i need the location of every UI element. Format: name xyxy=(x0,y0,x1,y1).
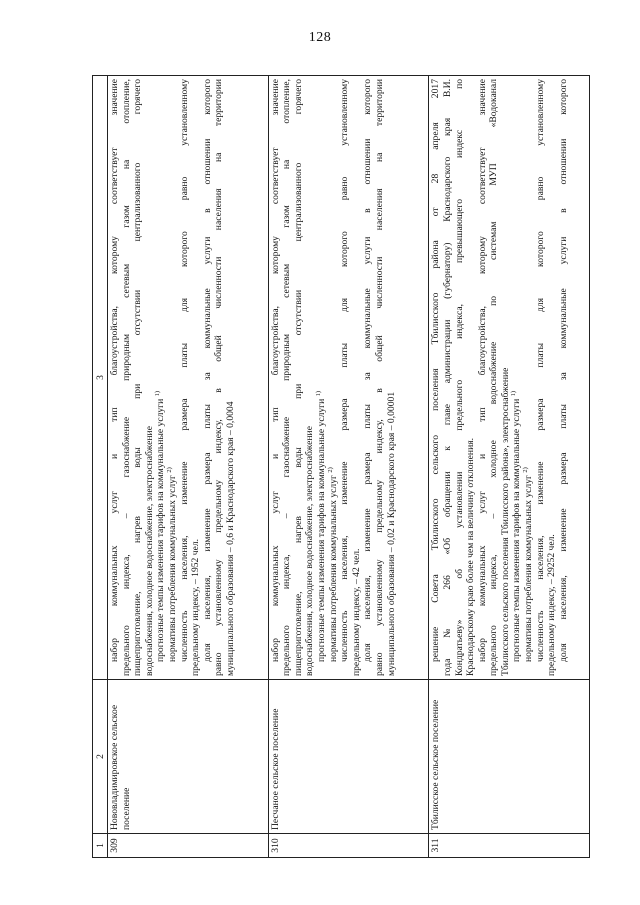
footnote-marker: 1) xyxy=(154,390,162,397)
footnote-marker: 2) xyxy=(326,467,334,473)
description-line-text: численность населения, изменение размера платы для которого равно установленному xyxy=(534,79,546,662)
regions-table xyxy=(92,75,590,858)
footnote-marker: 2) xyxy=(522,467,530,473)
description-line xyxy=(328,79,340,676)
description-line xyxy=(386,79,398,676)
description-cell xyxy=(429,76,590,680)
description-line xyxy=(374,79,386,676)
description-line-text: муниципального образования – 0,02 и Краснодарского края – 0,00001 xyxy=(385,391,397,676)
description-line xyxy=(362,79,374,676)
footnote-marker: 1) xyxy=(510,390,518,397)
footnote-marker: 1) xyxy=(315,390,323,397)
description-line xyxy=(132,79,144,676)
description-line xyxy=(155,79,167,676)
description-line xyxy=(225,79,237,676)
description-line-text: решение Совета Тбилисского сельского поселения Тбилисского района от 28 апреля 2017 xyxy=(430,79,442,662)
description-line-text: набор коммунальных услуг и тип благоустройства, которому соответствует значение xyxy=(476,79,488,662)
description-line xyxy=(202,79,214,676)
description-line-text: предельному индексу, – 29252 чел. xyxy=(546,534,558,676)
description-line-text: прогнозные темпы изменения тарифов на коммунальные услуги xyxy=(511,398,523,662)
description-line-text: пищеприготовление, нагрев воды при отсутствии централизованного горячего xyxy=(292,79,304,676)
description-line-text: доля населения, изменение размера платы за коммунальные услуги в отношении которого xyxy=(557,79,569,662)
description-line-text: муниципального образования – 0,6 и Краснодарского края – 0,0004 xyxy=(224,401,236,676)
description-line-text: численность населения, изменение размера платы для которого равно установленному xyxy=(178,79,190,662)
description-line-text: равно установленному предельному индексу, в общей численности населения на территории xyxy=(374,79,385,676)
description-line-text: Кондратьеву» об установлении предельного индекса, превышающего индекс по xyxy=(453,79,465,676)
description-line xyxy=(339,79,351,676)
table-header-row xyxy=(93,76,108,858)
description-line-text: нормативы потребления коммунальных услуг xyxy=(327,475,339,662)
description-line-text: набор коммунальных услуг и тип благоустройства, которому соответствует значение xyxy=(109,79,120,662)
description-line xyxy=(316,79,328,676)
rotated-table-container xyxy=(92,76,590,858)
description-line xyxy=(500,79,512,676)
description-line xyxy=(213,79,225,676)
description-line xyxy=(558,79,570,676)
description-line-text: численность населения, изменение размера платы для которого равно установленному xyxy=(339,79,351,662)
table-row xyxy=(268,76,429,858)
settlement-name-cell: Песчаное сельское поселение xyxy=(268,680,429,834)
description-line xyxy=(121,79,133,676)
row-number-cell: 310 xyxy=(268,834,429,858)
page-number: 128 xyxy=(308,30,332,45)
description-line xyxy=(488,79,500,676)
description-line-text: предельному индексу, – 1952 чел. xyxy=(190,538,202,676)
settlement-name-cell: Тбилисское сельское поселение xyxy=(429,680,590,834)
description-line xyxy=(270,79,282,676)
description-line xyxy=(281,79,293,676)
description-line-text: пищеприготовление, нагрев воды при отсутствии централизованного горячего xyxy=(132,79,144,676)
description-line-text: водоснабжения, холодное водоснабжение, электроснабжение xyxy=(304,426,316,676)
description-line xyxy=(167,79,179,676)
description-line xyxy=(442,79,454,676)
description-line xyxy=(351,79,363,676)
description-line xyxy=(293,79,305,676)
description-cell xyxy=(108,76,269,680)
description-line-text: предельного индекса, – холодное водоснабжение по системам МУП «Водоканал xyxy=(488,79,500,676)
description-line xyxy=(523,79,535,676)
description-line xyxy=(546,79,558,676)
description-line xyxy=(304,79,316,676)
description-line-text: набор коммунальных услуг и тип благоустройства, которому соответствует значение xyxy=(269,79,281,662)
settlement-name-cell: Нововладимировское сельское поселение xyxy=(108,680,269,834)
header-col-2: 2 xyxy=(93,680,108,834)
header-col-3: 3 xyxy=(93,76,108,680)
description-line xyxy=(430,79,442,676)
description-line xyxy=(109,79,121,676)
description-line-text: водоснабжения, холодное водоснабжение, электроснабжение xyxy=(143,426,155,676)
description-cell xyxy=(268,76,429,680)
description-line-text: нормативы потребления коммунальных услуг xyxy=(523,475,535,662)
description-line-text: предельного индекса, – газоснабжение природным сетевым газом на отопление, xyxy=(281,79,293,676)
description-line-text: Краснодарскому краю более чем на величину отклонения. xyxy=(465,437,477,676)
description-line xyxy=(190,79,202,676)
description-line xyxy=(144,79,156,676)
description-line xyxy=(179,79,191,676)
description-line xyxy=(511,79,523,676)
description-line xyxy=(465,79,477,676)
description-line-text: Тбилисского сельского поселения Тбилисского района», электроснабжение xyxy=(499,367,511,676)
table-row xyxy=(108,76,269,858)
description-line-text: доля населения, изменение размера платы за коммунальные услуги в отношении которого xyxy=(201,79,213,662)
description-line-text: прогнозные темпы изменения тарифов на коммунальные услуги xyxy=(316,398,328,662)
table-row xyxy=(429,76,590,858)
footnote-marker: 2) xyxy=(165,467,173,473)
row-number-cell: 309 xyxy=(108,834,269,858)
description-line-text: года № 266 «Об обращении к главе администрации (губернатору) Краснодарского края В.И. xyxy=(441,79,453,676)
description-line-text: предельного индекса, – газоснабжение природным сетевым газом на отопление, xyxy=(120,79,132,676)
description-line-text: доля населения, изменение размера платы за коммунальные услуги в отношении которого xyxy=(362,79,374,662)
description-line xyxy=(477,79,489,676)
description-line-text: прогнозные темпы изменения тарифов на коммунальные услуги xyxy=(155,398,167,662)
description-line-text: нормативы потребления коммунальных услуг xyxy=(166,475,178,662)
description-line-text: предельному индексу, – 42 чел. xyxy=(350,548,362,676)
header-col-1: 1 xyxy=(93,834,108,858)
description-line xyxy=(535,79,547,676)
row-number-cell: 311 xyxy=(429,834,590,858)
description-line-text: равно установленному предельному индексу, в общей численности населения на территории xyxy=(213,79,225,676)
description-line xyxy=(454,79,466,676)
